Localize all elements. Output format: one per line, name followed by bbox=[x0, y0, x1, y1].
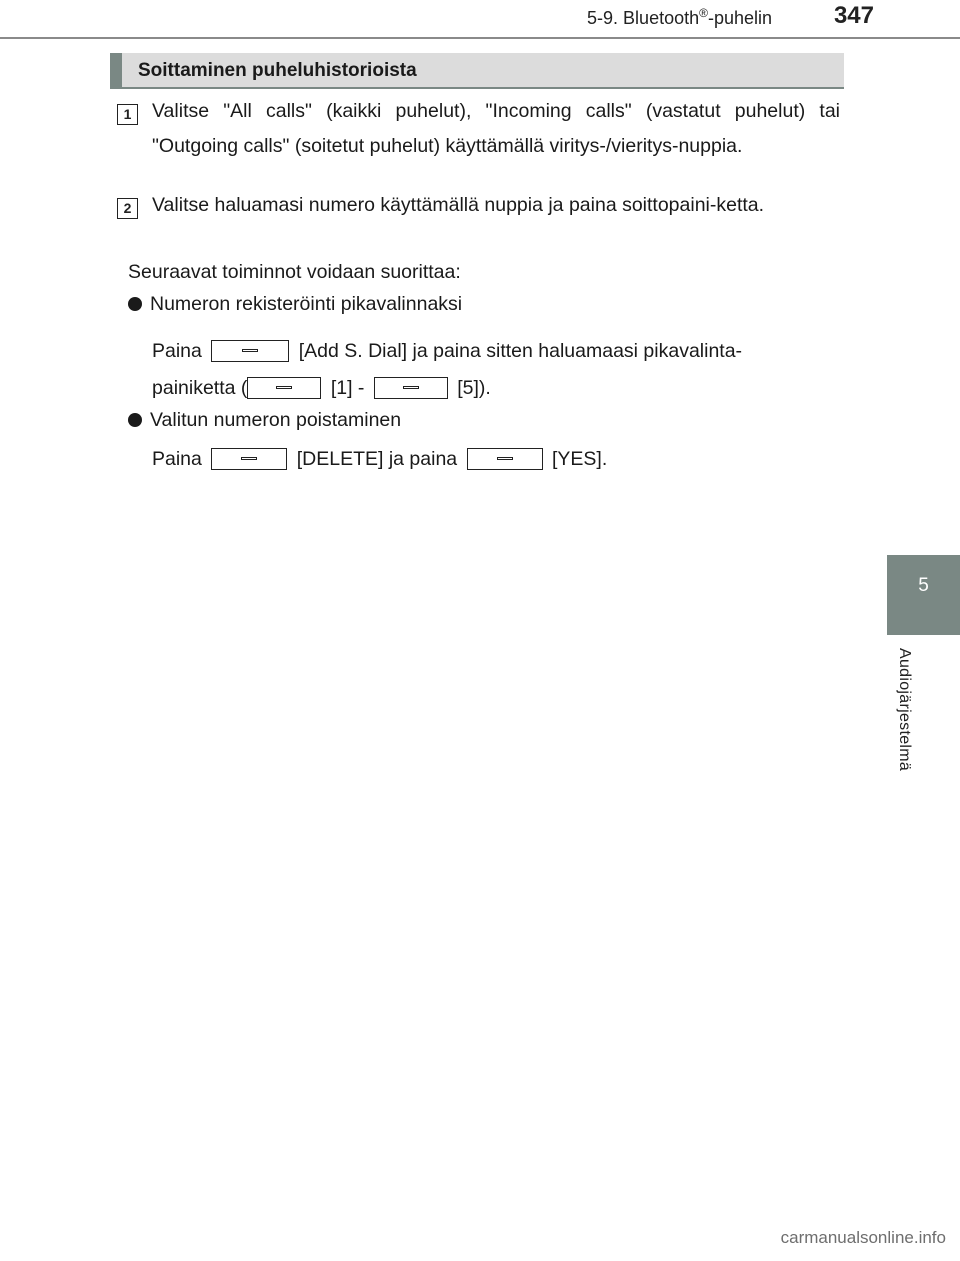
instruction-text: [1] - bbox=[330, 377, 365, 399]
step-text-1: Valitse "All calls" (kaikki puhelut), "Incoming calls" (vastatut puhelut) tai "Outgoing calls" (soitetut puhelut) käyttämällä viritys-/vieritys-nuppia. bbox=[152, 100, 840, 157]
instruction-line bbox=[152, 446, 607, 472]
chapter-tab-label: Audiojärjestelmä bbox=[896, 648, 913, 772]
instruction-text: Paina bbox=[152, 340, 202, 362]
step-number-2: 2 bbox=[117, 198, 138, 219]
instruction-text: painiketta ( bbox=[152, 377, 248, 399]
instruction-line bbox=[152, 338, 742, 364]
screen-button-icon bbox=[211, 340, 289, 362]
section-heading-bar bbox=[110, 53, 844, 89]
step-text-2: Valitse haluamasi numero käyttämällä nuppia ja paina soittopaini-ketta. bbox=[152, 194, 765, 216]
instruction-text: [Add S. Dial] ja paina sitten haluamaasi pikavalinta- bbox=[298, 340, 743, 362]
bullet-icon bbox=[128, 297, 142, 311]
header-divider bbox=[0, 37, 960, 39]
chapter-tab-number: 5 bbox=[918, 575, 929, 596]
screen-button-icon bbox=[374, 377, 448, 399]
screen-button-icon bbox=[211, 448, 287, 470]
bullet-heading-2: Valitun numeron poistaminen bbox=[150, 409, 402, 431]
chapter-title: 5-9. Bluetooth®-puhelin bbox=[587, 6, 772, 28]
instruction-line bbox=[152, 375, 491, 401]
screen-button-icon bbox=[467, 448, 543, 470]
intro-text: Seuraavat toiminnot voidaan suorittaa: bbox=[128, 261, 461, 283]
instruction-text: [5]). bbox=[457, 377, 491, 399]
footer-watermark: carmanualsonline.info bbox=[780, 1228, 946, 1247]
instruction-text: Paina bbox=[152, 448, 202, 470]
instruction-text: [YES]. bbox=[551, 448, 608, 470]
chapter-tab bbox=[887, 555, 960, 635]
instruction-text: [DELETE] ja paina bbox=[296, 448, 458, 470]
bullet-item-2 bbox=[128, 407, 401, 433]
section-title: Soittaminen puheluhistorioista bbox=[138, 60, 417, 81]
page-number: 347 bbox=[833, 2, 874, 29]
bullet-item-1 bbox=[128, 291, 462, 317]
bullet-icon bbox=[128, 413, 142, 427]
step-number-1: 1 bbox=[117, 104, 138, 125]
screen-button-icon bbox=[247, 377, 321, 399]
bullet-heading-1: Numeron rekisteröinti pikavalinnaksi bbox=[150, 293, 463, 315]
